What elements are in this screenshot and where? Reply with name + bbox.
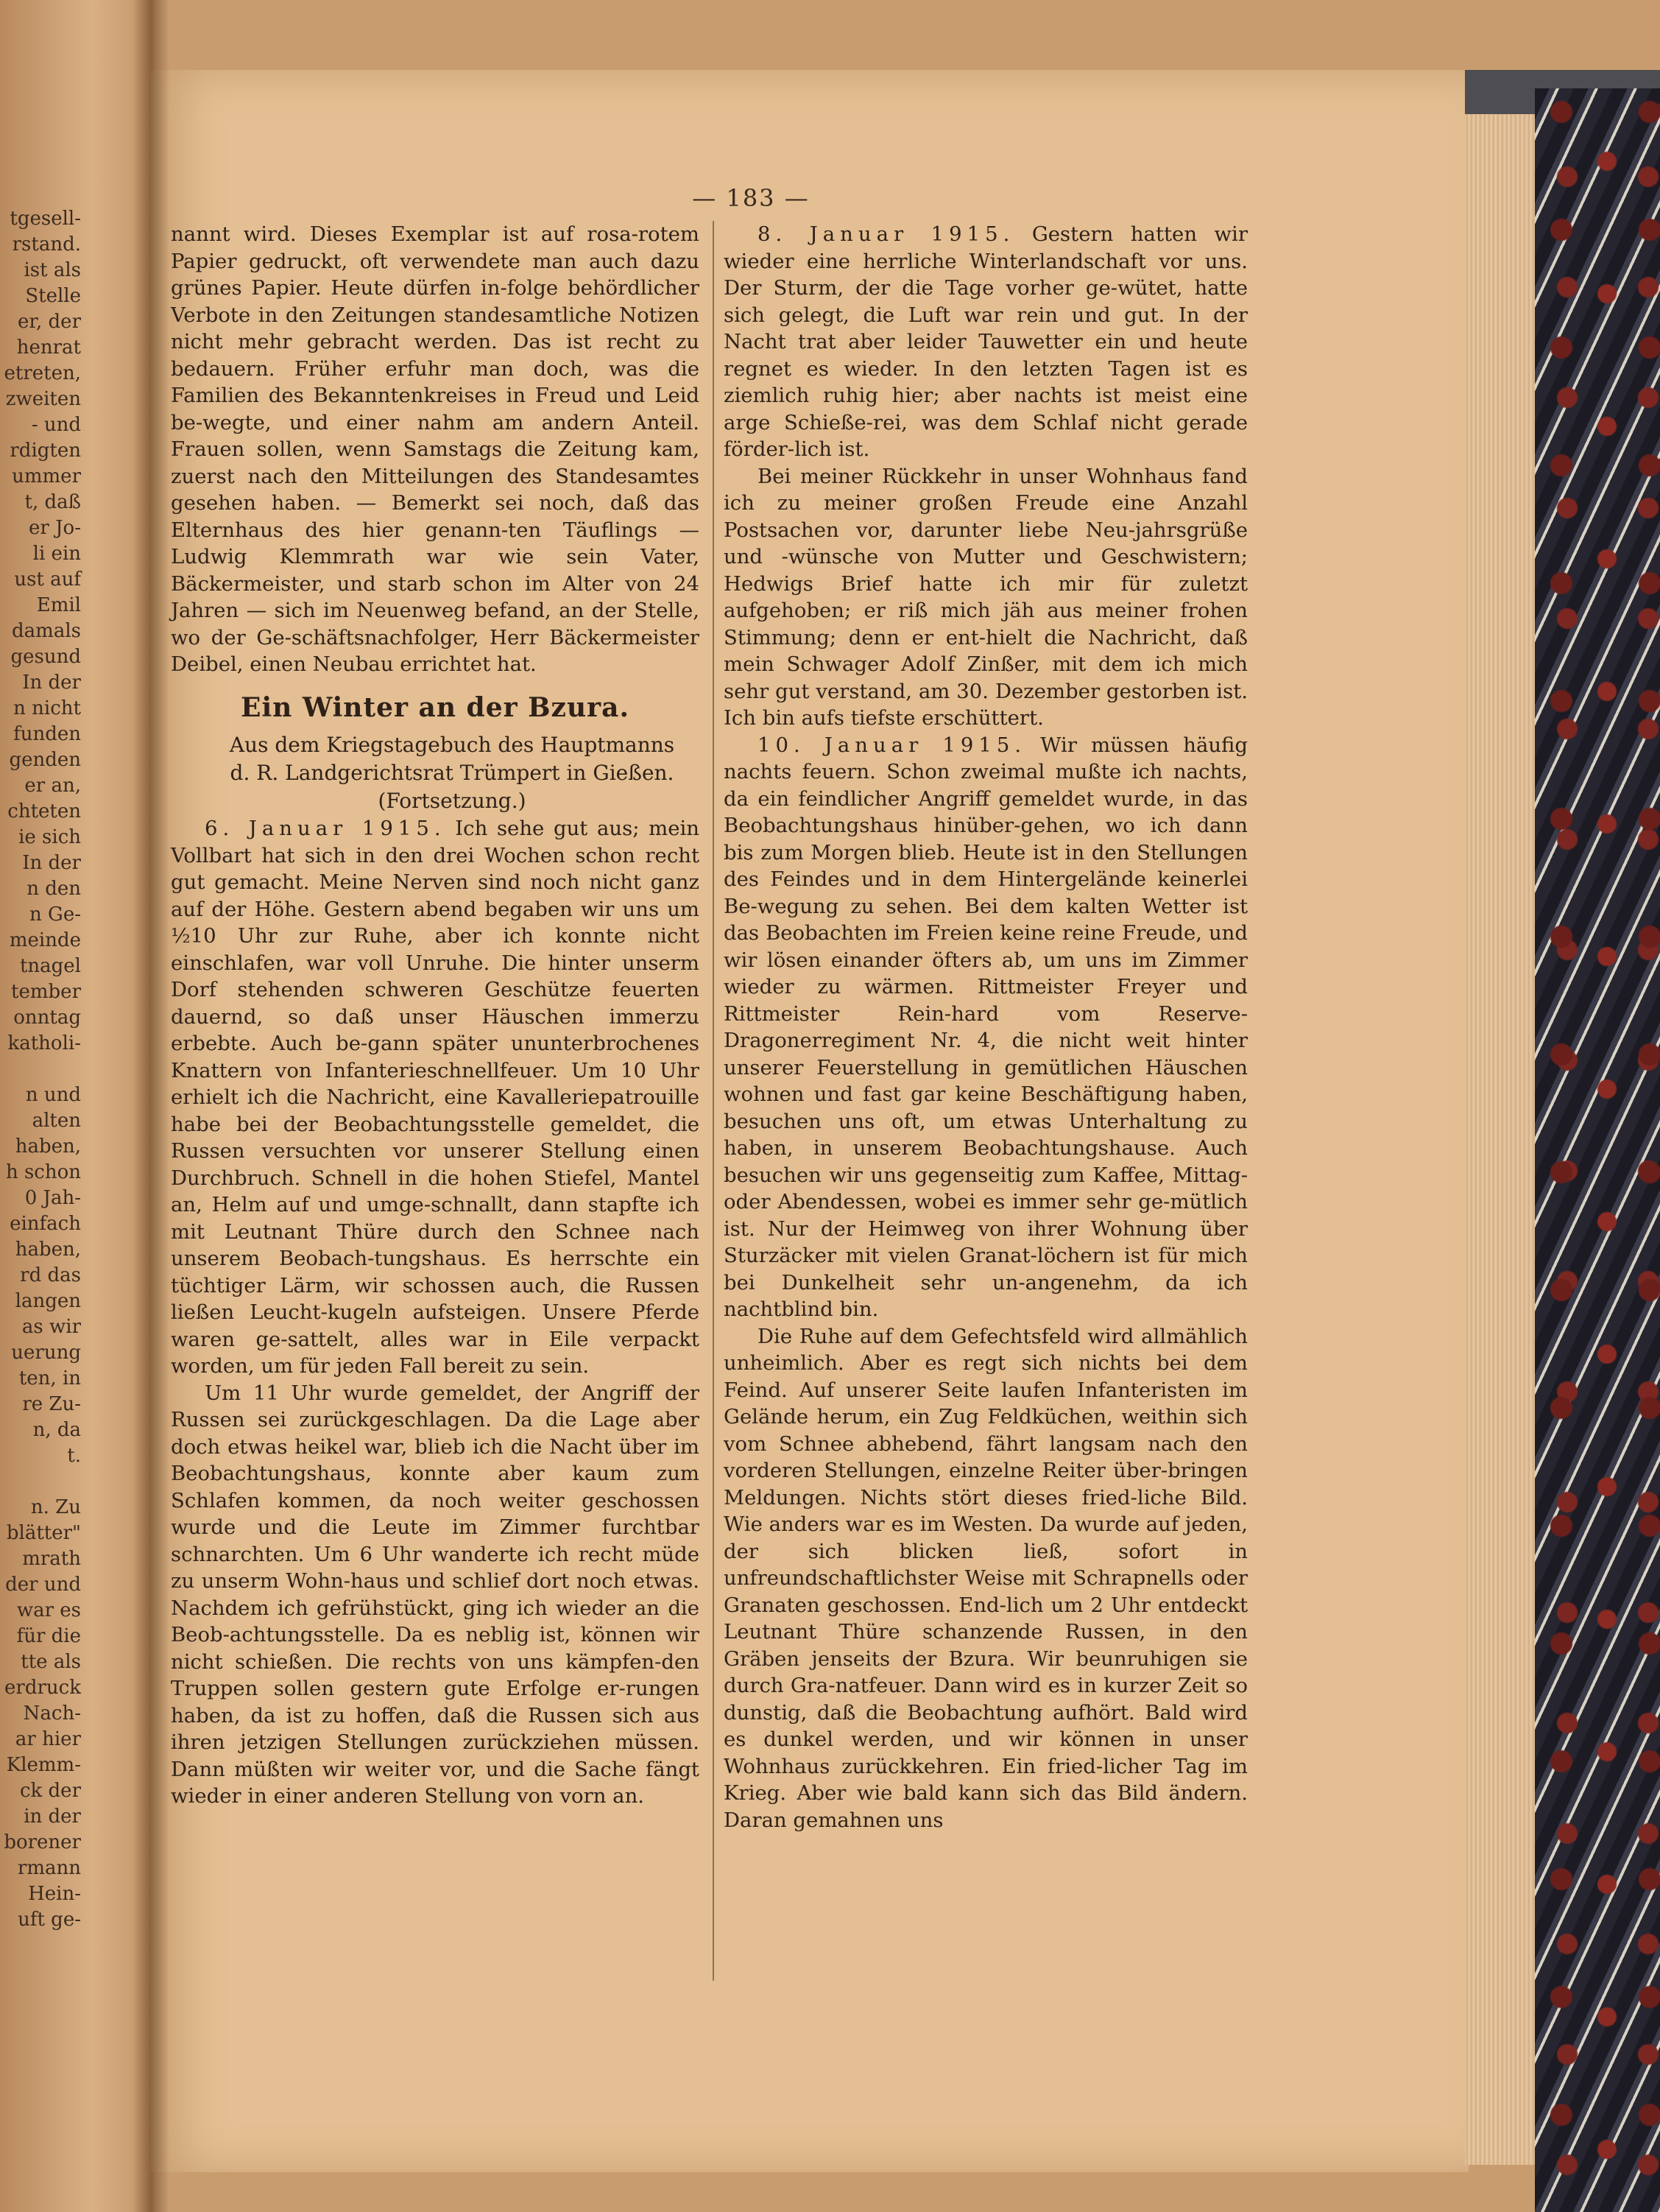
paragraph-rueckkehr: Bei meiner Rückkehr in unser Wohnhaus fand ich zu meiner großen Freude eine Anzahl Postsachen vor, darunter liebe Neu-jahrsgrüße und -wünsche von Mutter und Geschwistern; Hedwigs Brief hatte ich mir für zuletzt aufgehoben; er riß mich jäh aus meiner frohen Stimmung; denn er ent-hielt die Nachricht, daß mein Schwager Adolf Zinßer, mit dem ich mich sehr gut verstand, am 30. Dezember gestorben ist. Ich bin aufs tiefste erschüttert. xyxy=(724,464,1248,730)
left-page-fragment-line: In der xyxy=(22,852,81,874)
left-page-fragment-line: uft ge- xyxy=(18,1909,81,1931)
left-page-fragment-line: etreten, xyxy=(4,362,81,384)
entry-text: Gestern hatten wir wieder eine herrliche Winterlandschaft vor uns. Der Sturm, der die Tage vorher ge-wütet, hatte sich gelegt, die Luft war rein und gut. In der Nacht trat aber leider Tauwetter ein und heute regnet es wieder. In den letzten Tagen ist es ziemlich ruhig hier; aber nachts ist meist eine arge Schieße-rei, was dem Schlaf nicht gerade förder-lich ist. xyxy=(724,222,1248,461)
text-column-1 xyxy=(171,221,699,1810)
left-page-fragment-line: funden xyxy=(13,723,81,745)
left-page-fragment-line: Stelle xyxy=(25,285,81,307)
left-page-fragment-line: Hein- xyxy=(28,1883,81,1905)
left-page-fragment-line: für die xyxy=(16,1625,81,1647)
left-page-fragment-line: n. Zu xyxy=(30,1496,81,1518)
entry-date: 10. Januar 1915. xyxy=(757,733,1027,757)
article-subtitle-line3: (Fortsetzung.) xyxy=(378,789,526,813)
left-page-fragment-line: alten xyxy=(32,1110,81,1132)
left-page-fragment-line: war es xyxy=(16,1599,81,1621)
article-subtitle-line2: d. R. Landgerichtsrat Trümpert in Gießen. xyxy=(230,761,674,785)
left-page-fragment-line: langen xyxy=(15,1290,81,1312)
left-page-fragment-line: n Ge- xyxy=(29,904,81,926)
left-page-fragment-line: in der xyxy=(24,1806,81,1828)
article-heading: Ein Winter an der Bzura. xyxy=(241,691,629,723)
left-page-fragment-line: mrath xyxy=(22,1548,81,1570)
left-page-fragment-line: Klemm- xyxy=(6,1754,81,1776)
left-page-fragment-line: h schon xyxy=(5,1161,81,1183)
left-page-fragment-line: tte als xyxy=(21,1651,81,1673)
left-page-fragment-line: rstand. xyxy=(12,233,81,256)
left-page-fragment-line: li ein xyxy=(32,543,81,565)
left-page-fragment-line: tgesell- xyxy=(10,208,81,230)
left-page-fragment-line: chteten xyxy=(7,800,81,823)
paragraph-standesamt: nannt wird. Dieses Exemplar ist auf rosa-rotem Papier gedruckt, oft verwendete man auch dazu grünes Papier. Heute dürfen in-folge behördlicher Verbote in den Zeitungen standesamtliche Notizen nicht mehr gebracht werden. Das ist recht zu bedauern. Früher erfuhr man doch, was die Familien des Bekanntenkreises in Freud und Leid be-wegte, und einer nahm am andern Anteil. Frauen sollen, wenn Samstags die Zeitung kam, zuerst nach den Mitteilungen des Standesamtes gesehen haben. — Bemerkt sei noch, daß das Elternhaus des hier genann-ten Täuflings — Ludwig Klemmrath war wie sein Vater, Bäckermeister, und starb schon im Alter von 24 Jahren — sich im Neuenweg befand, an der Stelle, wo der Ge-schäftsnachfolger, Herr Bäckermeister Deibel, einen Neubau errichtet hat. xyxy=(171,222,699,676)
paragraph-ruhe: Die Ruhe auf dem Gefechtsfeld wird allmählich unheimlich. Aber es regt sich nichts bei dem Feind. Auf unserer Seite laufen Infanteristen im Gelände herum, ein Zug Feldküchen, weithin sich vom Schnee abhebend, fährt langsam nach den vorderen Stellungen, einzelne Reiter über-bringen Meldungen. Nichts stört dieses fried-liche Bild. Wie anders war es im Westen. Da wurde auf jeden, der sich blicken ließ, sofort in unfreundschaftlichster Weise mit Schrapnells oder Granaten geschossen. End-lich um 2 Uhr entdeckt Leutnant Thüre schanzende Russen, in den Gräben jenseits der Bzura. Wir beunruhigen sie durch Gra-natfeuer. Dann wird es in kurzer Zeit so dunstig, daß die Beobachtung aufhört. Bald wird es dunkel werden, und wir können in unser Wohnhaus zurückkehren. Ein fried-licher Tag im Krieg. Aber wie bald kann sich das Bild ändern. Daran gemahnen uns xyxy=(724,1324,1248,1832)
entry-date: 8. Januar 1915. xyxy=(757,222,1015,246)
left-page-fragment-line: katholi- xyxy=(7,1032,81,1054)
marbled-cover xyxy=(1535,88,1660,2212)
left-page-fragment-line: henrat xyxy=(16,337,81,359)
column-divider xyxy=(713,221,714,1981)
left-page-fragment-line: ck der xyxy=(19,1780,81,1802)
left-page-fragment-line: tember xyxy=(11,981,81,1003)
left-page-fragment-line: borener xyxy=(4,1831,81,1853)
left-page-fragment-line xyxy=(0,1057,88,1082)
left-page-fragment-line: er, der xyxy=(18,311,81,333)
left-page-fragment-line: meinde xyxy=(9,929,81,951)
left-page-fragment-line: n und xyxy=(25,1084,81,1106)
left-page-fragment-line: rdigten xyxy=(10,440,81,462)
diary-entry-jan-8 xyxy=(724,221,1248,463)
left-page-fragment-line: re Zu- xyxy=(22,1393,81,1415)
page-number: — 183 — xyxy=(692,184,810,212)
left-page-fragment-line: blätter" xyxy=(6,1522,81,1544)
book-spine-shadow xyxy=(133,0,169,2212)
left-page-fragment-line: gesund xyxy=(10,646,81,668)
left-page-fragment-line: n nicht xyxy=(13,697,81,719)
left-page-fragment-line: ummer xyxy=(12,465,81,487)
left-page-fragment-line: uerung xyxy=(11,1342,81,1364)
left-page-fragment-line: ten, in xyxy=(18,1367,81,1389)
left-page-fragment-line: zweiten xyxy=(5,388,81,410)
left-page-fragment-line: einfach xyxy=(10,1213,81,1235)
diary-entry-jan-6 xyxy=(171,815,699,1380)
left-page-fragment-line: In der xyxy=(22,672,81,694)
left-page-fragment-line: ie sich xyxy=(18,826,81,848)
diary-entry-jan-10 xyxy=(724,732,1248,1323)
left-page-fragment-line: rmann xyxy=(17,1857,81,1879)
left-page-fragment-line: er Jo- xyxy=(29,517,81,539)
left-page-fragment-line xyxy=(0,1469,88,1495)
left-page-text-fragments xyxy=(0,206,88,1981)
left-page-fragment-line: 0 Jah- xyxy=(24,1187,81,1209)
entry-text: Wir müssen häufig nachts feuern. Schon zweimal mußte ich nachts, da ein feindlicher Angriff gemeldet wurde, in das Beobachtungshaus hinüber-gehen, wo ich dann bis zum Morgen blieb. Heute ist in den Stellungen des Feindes und in dem Hintergelände keinerlei Be-wegung zu sehen. Bei dem kalten Wetter ist das Beobachten im Freien keine reine Freude, und wir lösen einander öfters ab, um uns im Zimmer wieder zu wärmen. Rittmeister Freyer und Rittmeister Rein-hard vom Reserve-Dragonerregiment Nr. 4, die nicht weit hinter unserer Feuerstellung in gemütlichen Häuschen wohnen und fast gar keine Beschäftigung haben, besuchen uns oft, um etwas Unterhaltung zu haben, in unserem Beobachtungshause. Auch besuchen wir uns gegenseitig zum Kaffee, Mittag- oder Abendessen, wobei es immer sehr ge-mütlich ist. Nur der Heimweg von ihrer Wohnung über Sturzäcker mit vielen Granat-löchern ist für mich bei Dunkelheit sehr un-angenehm, da ich nachtblind bin. xyxy=(724,733,1248,1321)
article-subtitle-line1: Aus dem Kriegstagebuch des Hauptmanns xyxy=(229,733,675,757)
left-page-fragment-line: onntag xyxy=(13,1007,81,1029)
left-page-fragment-line: haben, xyxy=(15,1135,81,1158)
left-page-fragment-line: er an, xyxy=(24,775,81,797)
left-page-fragment-line: t, daß xyxy=(24,491,81,513)
entry-text: Ich sehe gut aus; mein Vollbart hat sich in den drei Wochen schon recht gut gemacht. Meine Nerven sind noch nicht ganz auf der Höhe. Gestern abend begaben wir uns um ½10 Uhr zur Ruhe, aber ich konnte nicht einschlafen, war voll Unruhe. Die hinter unserm Dorf stehenden schweren Geschütze feuerten dauernd, so daß unser Häuschen immerzu erbebte. Auch be-gann später ununterbrochenes Knattern von Infanterieschnellfeuer. Um 10 Uhr erhielt ich die Nachricht, eine Kavalleriepatrouille habe bei der Beobachtungsstelle gemeldet, die Russen versuchten vor unserer Stellung einen Durchbruch. Schnell in die hohen Stiefel, Mantel an, Helm auf und umge-schnallt, dann stapfte ich mit Leutnant Thüre durch den Schnee nach unserem Beobach-tungshaus. Es herrschte ein tüchtiger Lärm, wir schossen auch, die Russen ließen Leucht-kugeln aufsteigen. Unsere Pferde waren ge-sattelt, alles war in Eile verpackt worden, um für jeden Fall bereit zu sein. xyxy=(171,817,699,1378)
left-page-fragment-line: n, da xyxy=(32,1419,81,1441)
entry-date: 6. Januar 1915. xyxy=(205,817,446,840)
left-page-fragment-line: damals xyxy=(12,620,81,642)
left-page-fragment-line: n den xyxy=(27,878,81,900)
left-page-fragment-line: as wir xyxy=(21,1316,81,1338)
left-page-fragment-line: Emil xyxy=(36,594,81,616)
left-page-fragment-line: rd das xyxy=(20,1264,81,1286)
left-page-fragment-line: der und xyxy=(5,1574,81,1596)
left-page-fragment-line: t. xyxy=(67,1445,81,1467)
left-page-fragment-line: genden xyxy=(9,749,81,771)
page-edges xyxy=(1465,110,1539,2165)
text-column-2 xyxy=(724,221,1248,1834)
left-page-fragment-line: erdruck xyxy=(4,1677,81,1699)
left-page-fragment-line: ar hier xyxy=(15,1728,81,1750)
left-page-fragment-line: ust auf xyxy=(14,568,81,591)
left-page-fragment-line: tnagel xyxy=(19,955,81,977)
paragraph-11-uhr: Um 11 Uhr wurde gemeldet, der Angriff der Russen sei zurückgeschlagen. Da die Lage aber doch etwas heikel war, blieb ich die Nacht über im Beobachtungshaus, konnte aber kaum zum Schlafen kommen, da noch weiter geschossen wurde und die Leute im Zimmer furchtbar schnarchten. Um 6 Uhr wanderte ich recht müde zu unserm Wohn-haus und schlief dort noch etwas. Nachdem ich gefrühstückt, ging ich wieder an die Beob-achtungsstelle. Da es neblig ist, können wir nicht schießen. Die rechts von uns kämpfen-den Truppen sollen gestern gute Erfolge er-rungen haben, da ist zu hoffen, daß die Russen sich aus ihren jetzigen Stellungen zurückziehen müssen. Dann müßten wir weiter vor, und die Sache fängt wieder in einer anderen Stellung von vorn an. xyxy=(171,1381,699,1808)
left-page-fragment-line: ist als xyxy=(24,259,81,281)
left-page-fragment-line: - und xyxy=(31,414,81,436)
left-page-fragment-line: haben, xyxy=(15,1239,81,1261)
left-page-fragment-line: Nach- xyxy=(23,1702,81,1725)
